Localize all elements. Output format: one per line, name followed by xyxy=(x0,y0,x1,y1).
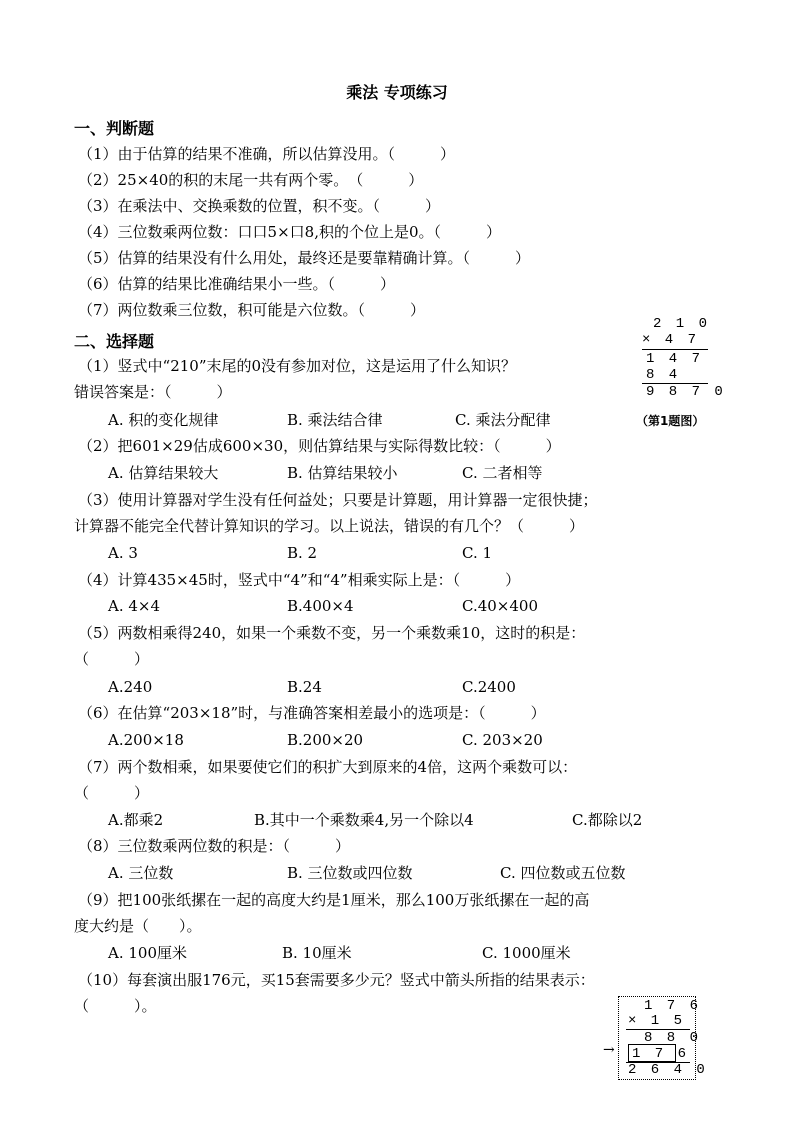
q6-option-c: C. 203×20 xyxy=(462,731,543,749)
q1-fig-row-5: 9 8 7 0 xyxy=(646,384,726,400)
judgement-item-6: （6）估算的结果比准确结果小一些。（ ） xyxy=(78,275,396,293)
q10-fig-row-4: 1 7 6 xyxy=(632,1046,690,1062)
q9-stem: （9）把100张纸摞在一起的高度大约是1厘米，那么100万张纸摞在一起的高 xyxy=(78,891,590,909)
q4-option-c: C.40×400 xyxy=(462,597,538,615)
q1-vertical-multiplication xyxy=(636,316,726,400)
q1-fig-row-3: 1 4 7 xyxy=(646,351,704,367)
q7-stem-cont: （ ） xyxy=(74,784,150,802)
q3-option-a: A. 3 xyxy=(108,544,138,562)
q5-stem-cont: （ ） xyxy=(74,650,150,668)
q3-stem-cont: 计算器不能完全代替计算知识的学习。以上说法，错误的有几个？（ ） xyxy=(74,517,585,535)
q9-option-a: A. 100厘米 xyxy=(108,944,187,962)
q7-option-b: B.其中一个乘数乘4,另一个除以4 xyxy=(254,811,474,829)
q6-stem: （6）在估算“203×18”时，与准确答案相差最小的选项是：（ ） xyxy=(78,704,546,722)
q10-stem-cont: （ ）。 xyxy=(74,997,157,1015)
q2-option-a: A. 估算结果较大 xyxy=(108,464,219,482)
q1-fig-rule-1 xyxy=(642,349,708,350)
q1-figure-caption: （第1题图） xyxy=(636,414,705,428)
q1-fig-row-1: 2 1 0 xyxy=(652,316,710,332)
q10-fig-row-1: 1 7 6 xyxy=(644,998,702,1014)
judgement-item-7: （7）两位数乘三位数，积可能是六位数。（ ） xyxy=(78,301,426,319)
judgement-item-1: （1）由于估算的结果不准确，所以估算没用。（ ） xyxy=(78,145,456,163)
section-heading-judgement: 一、判断题 xyxy=(74,119,155,138)
q4-option-b: B.400×4 xyxy=(287,597,354,615)
q1-fig-row-2: × 4 7 xyxy=(642,332,700,348)
q8-option-b: B. 三位数或四位数 xyxy=(287,864,413,882)
q5-option-c: C.2400 xyxy=(462,678,516,696)
judgement-item-2: （2）25×40的积的末尾一共有两个零。 （ ） xyxy=(78,171,424,189)
q2-option-b: B. 估算结果较小 xyxy=(287,464,398,482)
judgement-item-4: （4）三位数乘两位数：口口5×口8,积的个位上是0。（ ） xyxy=(78,223,502,241)
judgement-item-3: （3）在乘法中、交换乘数的位置，积不变。（ ） xyxy=(78,197,441,215)
q10-highlight-box xyxy=(628,1044,676,1062)
arrow-right-icon: → xyxy=(603,1042,615,1058)
q2-option-c: C. 二者相等 xyxy=(462,464,543,482)
q5-stem: （5）两数相乘得240，如果一个乘数不变，另一个乘数乘10，这时的积是： xyxy=(78,624,586,642)
q6-option-a: A.200×18 xyxy=(108,731,184,749)
q2-stem: （2）把601×29估成600×30，则估算结果与实际得数比较：（ ） xyxy=(78,437,561,455)
q8-stem: （8）三位数乘两位数的积是：（ ） xyxy=(78,837,351,855)
q3-option-c: C. 1 xyxy=(462,544,493,562)
q5-option-b: B.24 xyxy=(287,678,322,696)
q10-fig-row-3: 8 8 0 xyxy=(644,1030,702,1046)
q4-stem: （4）计算435×45时，竖式中“4”和“4”相乘实际上是：（ ） xyxy=(78,571,521,589)
q1-stem-cont: 错误答案是：（ ） xyxy=(74,383,232,401)
q1-fig-row-4: 8 4 xyxy=(646,367,681,383)
q8-option-c: C. 四位数或五位数 xyxy=(500,864,626,882)
q6-option-b: B.200×20 xyxy=(287,731,364,749)
q9-stem-cont: 度大约是（ ）。 xyxy=(74,917,202,935)
q10-figure-content xyxy=(618,996,708,1078)
q10-fig-row-5: 2 6 4 0 xyxy=(628,1062,708,1078)
page-title: 乘法 专项练习 xyxy=(346,83,448,102)
q9-option-b: B. 10厘米 xyxy=(282,944,352,962)
q4-option-a: A. 4×4 xyxy=(108,597,161,615)
q7-option-a: A.都乘2 xyxy=(108,811,164,829)
q3-stem: （3）使用计算器对学生没有任何益处；只要是计算题，用计算器一定很快捷； xyxy=(78,491,598,509)
q1-option-b: B. 乘法结合律 xyxy=(287,411,383,429)
q1-option-a: A. 积的变化规律 xyxy=(108,411,219,429)
q1-option-c: C. 乘法分配律 xyxy=(455,411,551,429)
section-heading-choice: 二、选择题 xyxy=(74,332,155,351)
q8-option-a: A. 三位数 xyxy=(108,864,174,882)
q5-option-a: A.240 xyxy=(108,678,153,696)
q3-option-b: B. 2 xyxy=(287,544,318,562)
q7-stem: （7）两个数相乘，如果要使它们的积扩大到原来的4倍，这两个乘数可以： xyxy=(78,758,578,776)
q1-stem: （1）竖式中“210”末尾的0没有参加对位，这是运用了什么知识？ xyxy=(78,357,517,375)
judgement-item-5: （5）估算的结果没有什么用处，最终还是要靠精确计算。（ ） xyxy=(78,249,531,267)
q9-option-c: C. 1000厘米 xyxy=(482,944,571,962)
q7-option-c: C.都除以2 xyxy=(572,811,643,829)
q10-stem: （10）每套演出服176元，买15套需要多少元？竖式中箭头所指的结果表示： xyxy=(78,971,595,989)
q10-fig-row-2: × 1 5 xyxy=(628,1013,686,1029)
